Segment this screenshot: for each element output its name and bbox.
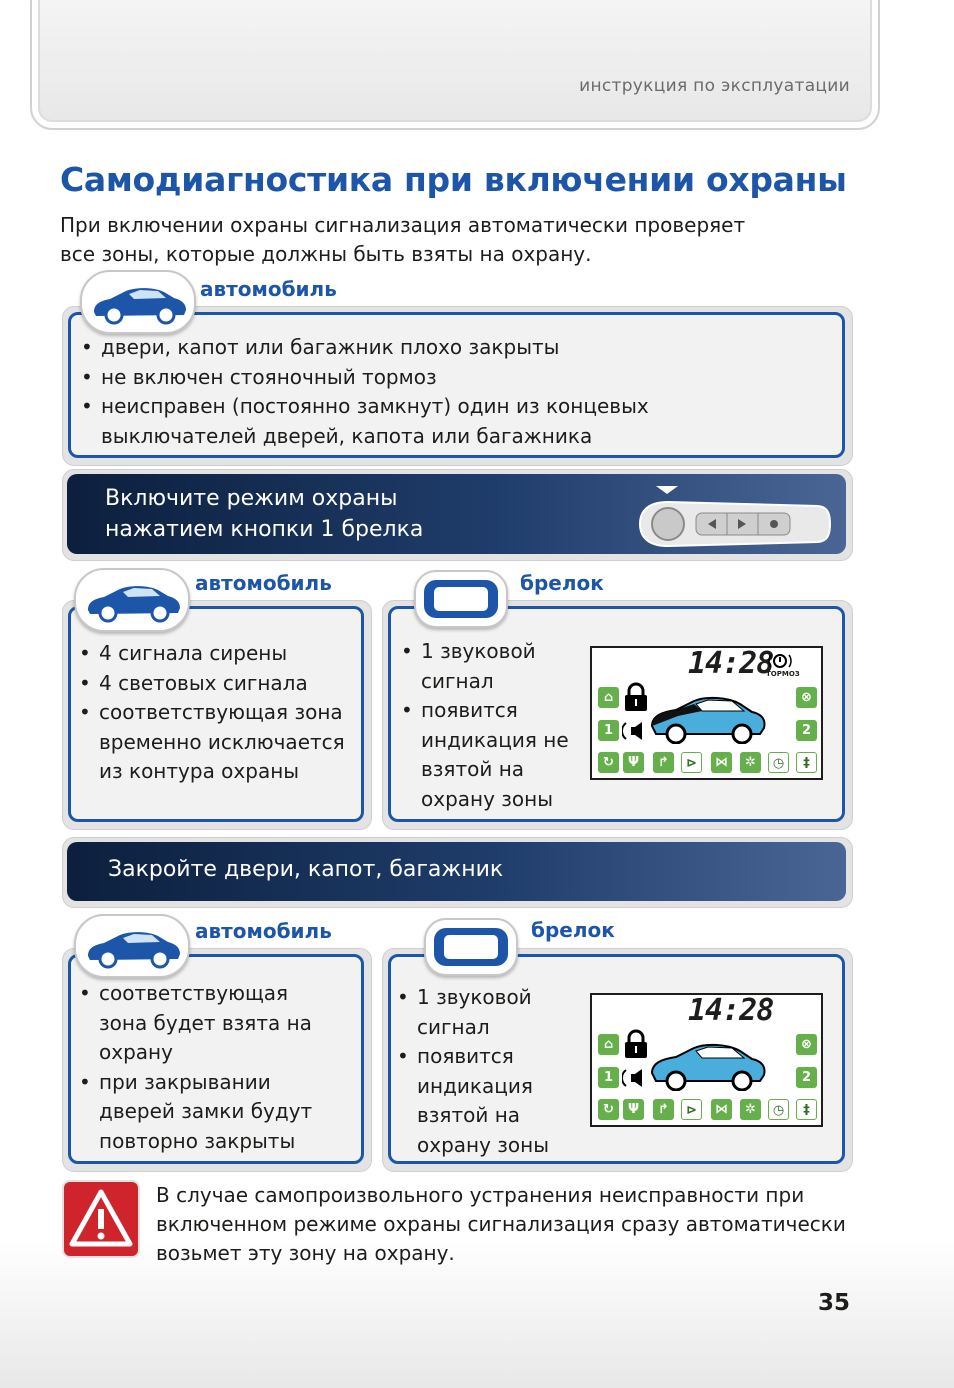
car-badge (74, 568, 190, 632)
section2-car-panel (68, 606, 364, 822)
section3-fob-tag: брелок (531, 918, 615, 942)
page-number: 35 (817, 1290, 850, 1316)
lcd-zone-2: 2 (796, 720, 817, 741)
section1-panel (68, 312, 845, 458)
lcd-zone-1: 1 (598, 1067, 619, 1088)
banner2 (67, 842, 846, 901)
warning-text: В случае самопроизвольного устранения неисправности при включенном режиме охраны сигнализация сразу автоматически возьмет эту зону на охрану. (156, 1183, 846, 1265)
padlock-icon (622, 682, 650, 712)
section2-fob-list (401, 637, 581, 814)
lcd-pipe-icon: ↱ (653, 752, 674, 773)
lcd-ventilation-icon: ⋈ (711, 1099, 732, 1120)
fob-lcd-display (590, 993, 823, 1127)
section3-car-tag: автомобиль (195, 919, 332, 943)
section3-fob-list (397, 983, 577, 1160)
lcd-pipe-icon: ↱ (653, 1099, 674, 1120)
lcd-time: 14:28 (688, 646, 774, 681)
brake-label: ТОРМОЗ (766, 670, 800, 678)
list-item: • соответствующая зона временно исключается из контура охраны (79, 698, 359, 787)
key-fob-icon (428, 922, 514, 972)
lcd-wrench-icon: Ψ (623, 1099, 644, 1120)
page-title: Самодиагностика при включении охраны (60, 160, 847, 199)
list-item: • соответствующая зона будет взята на охрану (79, 979, 339, 1068)
banner1-line2: нажатием кнопки 1 брелка (105, 517, 424, 542)
list-item: • 1 звуковой сигнал (397, 983, 577, 1042)
banner1-line1: Включите режим охраны (105, 486, 398, 511)
key-fob-badge (414, 570, 508, 628)
car-lcd-icon (648, 1039, 768, 1091)
key-fob-badge (424, 918, 518, 976)
list-item: • 4 световых сигнала (79, 669, 359, 699)
lcd-ventilation-icon: ⋈ (711, 752, 732, 773)
lcd-cycle-icon: ↻ (598, 1099, 619, 1120)
brake-icon (768, 653, 792, 669)
lcd-light-icon: ⊳ (681, 752, 702, 773)
padlock-icon (622, 1029, 650, 1059)
car-badge (80, 270, 196, 334)
warning-badge (62, 1180, 140, 1258)
section2-car-list (79, 639, 359, 787)
section2-fob-tag: брелок (520, 571, 604, 595)
lcd-cycle-icon: ↻ (598, 752, 619, 773)
lcd-fan2-icon: ✲ (740, 752, 761, 773)
fob-lcd-display (590, 646, 823, 780)
list-item: • двери, капот или багажник плохо закрыты (81, 333, 781, 363)
header-bar (30, 0, 880, 130)
list-item: • 1 звуковой сигнал (401, 637, 581, 696)
list-item: • 4 сигнала сирены (79, 639, 359, 669)
car-lcd-icon (648, 692, 768, 744)
section1-tag: автомобиль (200, 277, 337, 301)
key-fob-icon (418, 574, 504, 624)
lcd-fan2-icon: ✲ (740, 1099, 761, 1120)
lcd-clock-icon: ◷ (768, 752, 789, 773)
list-item: • неисправен (постоянно замкнут) один из концевых выключателей дверей, капота или багажника (81, 392, 781, 451)
banner2-text: Закройте двери, капот, багажник (108, 857, 504, 882)
car-icon (78, 918, 186, 974)
lcd-hood-icon: ⌂ (598, 1034, 619, 1055)
key-fob-illustration (632, 484, 832, 552)
lcd-light-icon: ⊳ (681, 1099, 702, 1120)
lcd-zone-1: 1 (598, 720, 619, 741)
section2-car-tag: автомобиль (195, 571, 332, 595)
lcd-clock-icon: ◷ (768, 1099, 789, 1120)
list-item: • при закрывании дверей замки будут повторно закрыты (79, 1068, 339, 1157)
lcd-hood-icon: ⌂ (598, 687, 619, 708)
lcd-thermometer-icon: ‡ (796, 752, 817, 773)
lcd-wrench-icon: Ψ (623, 752, 644, 773)
list-item: • появится индикация взятой на охрану зоны (397, 1042, 577, 1160)
section3-car-list (79, 979, 339, 1156)
section1-list (81, 333, 781, 451)
warning-triangle-icon (64, 1182, 138, 1256)
lcd-thermometer-icon: ‡ (796, 1099, 817, 1120)
list-item: • не включен стояночный тормоз (81, 363, 781, 393)
lcd-fan-icon: ⊗ (796, 1034, 817, 1055)
car-icon (78, 572, 186, 628)
lcd-zone-2: 2 (796, 1067, 817, 1088)
lcd-fan-icon: ⊗ (796, 687, 817, 708)
list-item: • появится индикация не взятой на охрану зоны (401, 696, 581, 814)
speaker-icon (622, 720, 646, 742)
car-badge (74, 914, 190, 978)
section3-car-panel (68, 954, 364, 1164)
lcd-time: 14:28 (688, 993, 774, 1028)
car-icon (84, 274, 192, 330)
speaker-icon (622, 1067, 646, 1089)
intro-text: При включении охраны сигнализация автоматически проверяет все зоны, которые должны быть взяты на охрану. (60, 213, 746, 266)
header-subtitle: инструкция по эксплуатации (579, 76, 850, 96)
